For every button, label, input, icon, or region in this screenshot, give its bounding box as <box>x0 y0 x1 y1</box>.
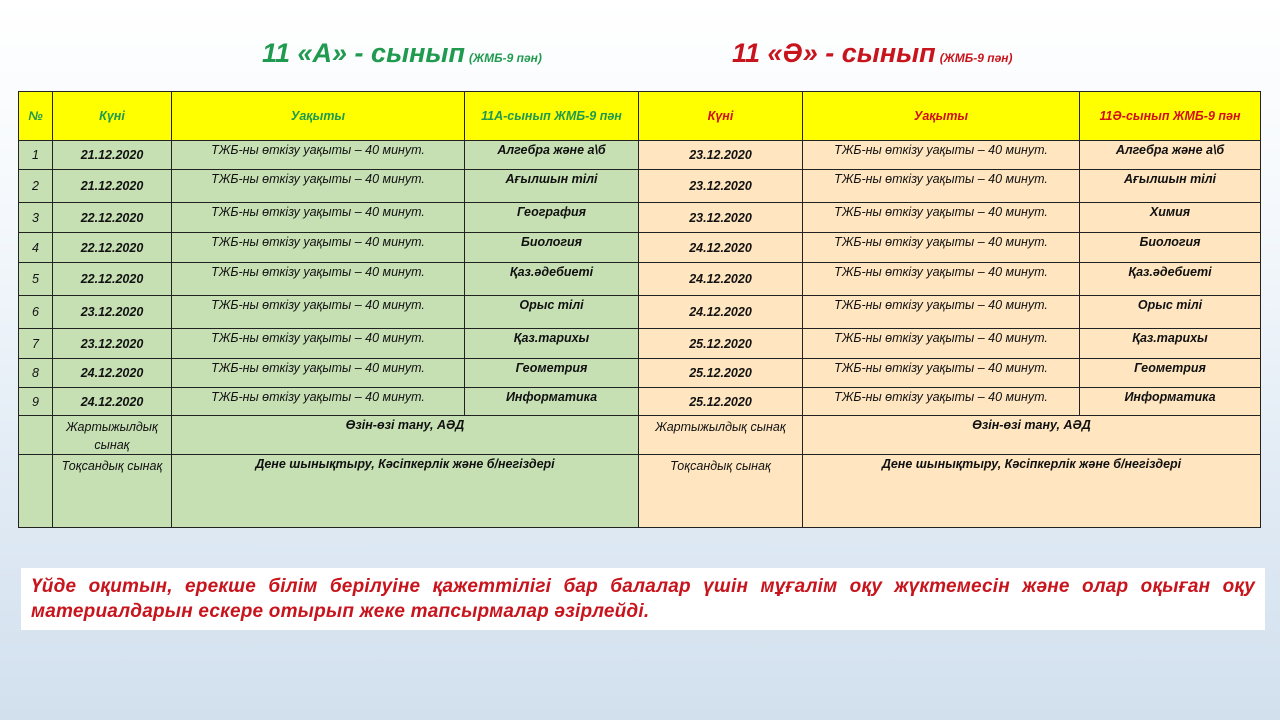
time-b: ТЖБ-ны өткізу уақыты – 40 минут. <box>803 141 1080 170</box>
special-needs-note: Үйде оқитын, ерекше білім берілуіне қажеттілігі бар балалар үшін мұғалім оқу жүктемесін және олар оқыған оқу материалдарын ескере отырып жеке тапсырмалар әзірлейді. <box>21 568 1265 630</box>
exam-schedule-table <box>18 91 1261 528</box>
class-11b-title: 11 «Ә» - сынып <box>732 38 936 68</box>
class-11b-subtitle: (ЖМБ-9 пән) <box>939 51 1013 65</box>
subject-b: Биология <box>1080 233 1261 263</box>
time-a: ТЖБ-ны өткізу уақыты – 40 минут. <box>172 296 465 329</box>
table-row <box>19 170 1261 203</box>
quarter-subjects-a: Дене шынықтыру, Кәсіпкерлік және б/негіздері <box>172 455 639 528</box>
subject-b: Информатика <box>1080 388 1261 416</box>
semester-subjects-a: Өзін-өзі тану, АӘД <box>172 416 639 455</box>
table-row <box>19 263 1261 296</box>
row-number: 7 <box>19 329 53 359</box>
subject-b: Орыс тілі <box>1080 296 1261 329</box>
time-a: ТЖБ-ны өткізу уақыты – 40 минут. <box>172 233 465 263</box>
class-11b-heading <box>732 38 1013 69</box>
subject-a: Биология <box>465 233 639 263</box>
row-number: 8 <box>19 359 53 388</box>
header-subject-a: 11А-сынып ЖМБ-9 пән <box>465 92 639 141</box>
time-a: ТЖБ-ны өткізу уақыты – 40 минут. <box>172 388 465 416</box>
row-number: 6 <box>19 296 53 329</box>
subject-a: Қаз.әдебиеті <box>465 263 639 296</box>
row-number: 1 <box>19 141 53 170</box>
subject-a: Алгебра және а\б <box>465 141 639 170</box>
date-a: 22.12.2020 <box>53 233 172 263</box>
table-row <box>19 233 1261 263</box>
table-row <box>19 141 1261 170</box>
header-number: № <box>19 92 53 141</box>
date-a: 24.12.2020 <box>53 359 172 388</box>
date-a: 22.12.2020 <box>53 263 172 296</box>
date-a: 22.12.2020 <box>53 203 172 233</box>
quarter-exam-row <box>19 455 1261 528</box>
time-b: ТЖБ-ны өткізу уақыты – 40 минут. <box>803 329 1080 359</box>
subject-b: Алгебра және а\б <box>1080 141 1261 170</box>
table-row <box>19 203 1261 233</box>
time-b: ТЖБ-ны өткізу уақыты – 40 минут. <box>803 296 1080 329</box>
date-b: 23.12.2020 <box>639 203 803 233</box>
time-b: ТЖБ-ны өткізу уақыты – 40 минут. <box>803 233 1080 263</box>
quarter-label-a: Тоқсандық сынақ <box>53 455 172 528</box>
subject-b: Ағылшын тілі <box>1080 170 1261 203</box>
date-a: 21.12.2020 <box>53 141 172 170</box>
time-b: ТЖБ-ны өткізу уақыты – 40 минут. <box>803 203 1080 233</box>
header-date-a: Күні <box>53 92 172 141</box>
header-time-a: Уақыты <box>172 92 465 141</box>
time-a: ТЖБ-ны өткізу уақыты – 40 минут. <box>172 141 465 170</box>
time-a: ТЖБ-ны өткізу уақыты – 40 минут. <box>172 263 465 296</box>
date-a: 23.12.2020 <box>53 329 172 359</box>
subject-b: Геометрия <box>1080 359 1261 388</box>
time-b: ТЖБ-ны өткізу уақыты – 40 минут. <box>803 170 1080 203</box>
date-b: 25.12.2020 <box>639 359 803 388</box>
table-header-row <box>19 92 1261 141</box>
row-number: 4 <box>19 233 53 263</box>
table-row <box>19 296 1261 329</box>
date-b: 24.12.2020 <box>639 296 803 329</box>
date-b: 24.12.2020 <box>639 263 803 296</box>
quarter-label-b: Тоқсандық сынақ <box>639 455 803 528</box>
subject-b: Қаз.әдебиеті <box>1080 263 1261 296</box>
time-b: ТЖБ-ны өткізу уақыты – 40 минут. <box>803 388 1080 416</box>
header-subject-b: 11Ә-сынып ЖМБ-9 пән <box>1080 92 1261 141</box>
quarter-subjects-b: Дене шынықтыру, Кәсіпкерлік және б/негіздері <box>803 455 1261 528</box>
subject-a: Геометрия <box>465 359 639 388</box>
semester-label-b: Жартыжылдық сынақ <box>639 416 803 455</box>
date-a: 23.12.2020 <box>53 296 172 329</box>
row-number: 2 <box>19 170 53 203</box>
subject-a: Қаз.тарихы <box>465 329 639 359</box>
time-a: ТЖБ-ны өткізу уақыты – 40 минут. <box>172 170 465 203</box>
empty-number-cell <box>19 455 53 528</box>
time-a: ТЖБ-ны өткізу уақыты – 40 минут. <box>172 329 465 359</box>
class-11a-title: 11 «А» - сынып <box>262 38 465 68</box>
time-a: ТЖБ-ны өткізу уақыты – 40 минут. <box>172 359 465 388</box>
date-b: 23.12.2020 <box>639 170 803 203</box>
semester-label-a: Жартыжылдық сынақ <box>53 416 172 455</box>
header-date-b: Күні <box>639 92 803 141</box>
subject-a: Ағылшын тілі <box>465 170 639 203</box>
subject-a: Информатика <box>465 388 639 416</box>
class-11a-heading <box>262 38 542 69</box>
date-b: 23.12.2020 <box>639 141 803 170</box>
semester-subjects-b: Өзін-өзі тану, АӘД <box>803 416 1261 455</box>
time-b: ТЖБ-ны өткізу уақыты – 40 минут. <box>803 359 1080 388</box>
subject-a: Орыс тілі <box>465 296 639 329</box>
subject-b: Қаз.тарихы <box>1080 329 1261 359</box>
date-a: 21.12.2020 <box>53 170 172 203</box>
table-row <box>19 359 1261 388</box>
semester-exam-row <box>19 416 1261 455</box>
date-b: 25.12.2020 <box>639 329 803 359</box>
date-a: 24.12.2020 <box>53 388 172 416</box>
time-a: ТЖБ-ны өткізу уақыты – 40 минут. <box>172 203 465 233</box>
row-number: 3 <box>19 203 53 233</box>
subject-a: География <box>465 203 639 233</box>
date-b: 25.12.2020 <box>639 388 803 416</box>
header-time-b: Уақыты <box>803 92 1080 141</box>
class-11a-subtitle: (ЖМБ-9 пән) <box>469 51 542 65</box>
table-row <box>19 388 1261 416</box>
date-b: 24.12.2020 <box>639 233 803 263</box>
row-number: 5 <box>19 263 53 296</box>
table-row <box>19 329 1261 359</box>
empty-number-cell <box>19 416 53 455</box>
row-number: 9 <box>19 388 53 416</box>
time-b: ТЖБ-ны өткізу уақыты – 40 минут. <box>803 263 1080 296</box>
subject-b: Химия <box>1080 203 1261 233</box>
